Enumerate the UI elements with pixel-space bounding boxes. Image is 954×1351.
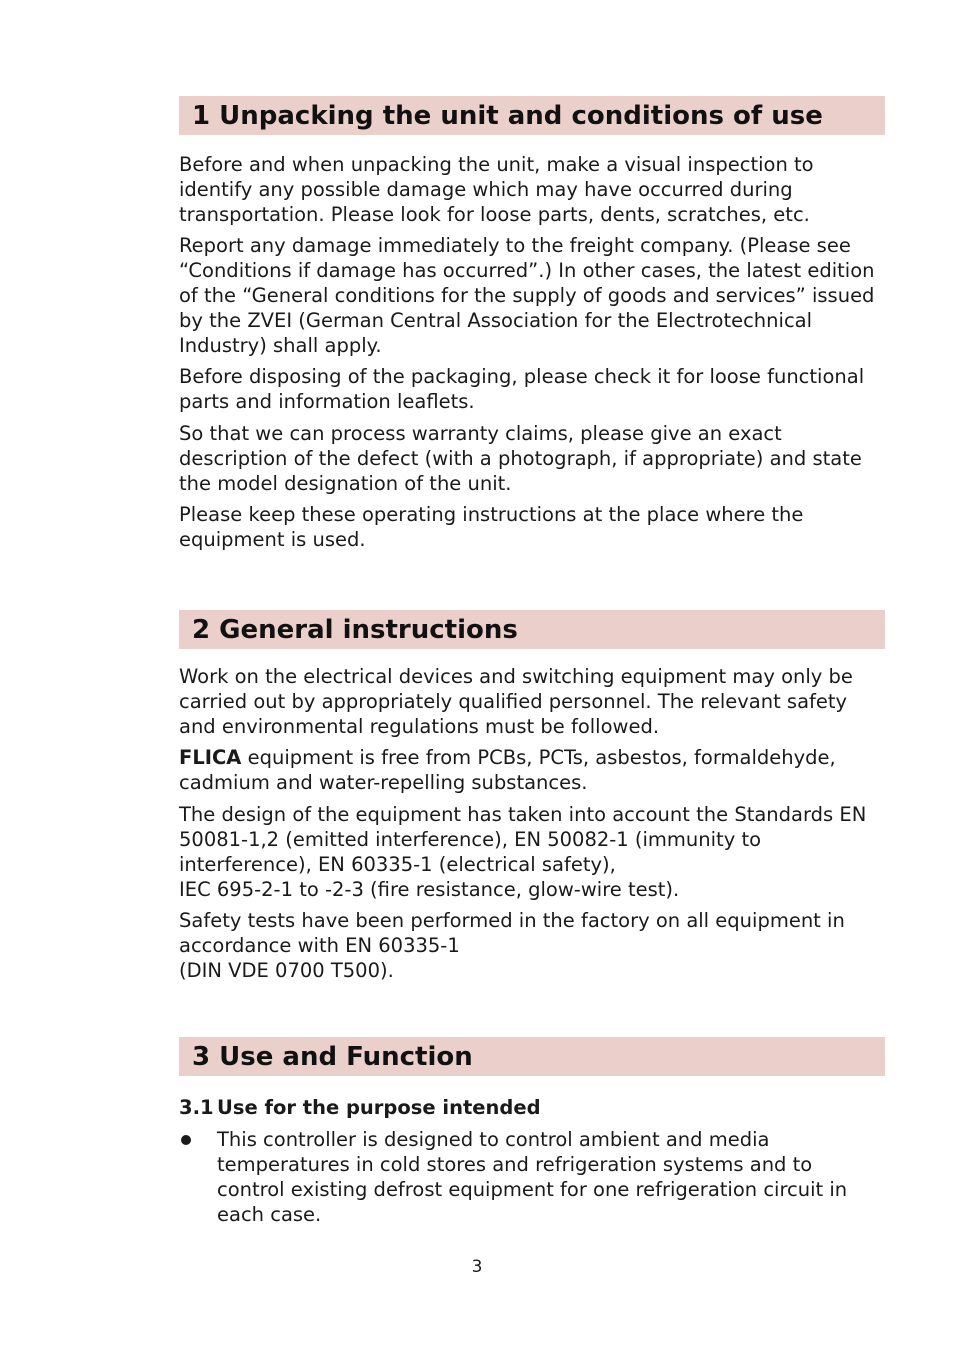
section-2-header [179,610,885,649]
section-2-paragraph-2 [179,745,885,795]
text-line: control existing defrost equipment for one refrigeration circuit in [217,1178,848,1201]
section-1-title: 1 Unpacking the unit and conditions of use [192,101,823,131]
text-line: Please keep these operating instructions at the place where the [179,503,804,526]
section-1-paragraph-2 [179,233,885,358]
text-line: 50081-1,2 (emitted interference), EN 50082-1 (immunity to [179,828,762,851]
page-number: 3 [471,1257,483,1277]
text-line: description of the defect (with a photograph, if appropriate) and state [179,447,862,470]
section-1-paragraph-5 [179,502,885,552]
section-2-paragraph-4 [179,908,885,983]
text-line: Before and when unpacking the unit, make a visual inspection to [179,153,814,176]
text-line: carried out by appropriately qualified personnel. The relevant safety [179,690,848,713]
text-line: and environmental regulations must be followed. [179,715,660,738]
bullet-icon [181,1135,191,1145]
text-line: Work on the electrical devices and switching equipment may only be [179,665,853,688]
text-line: Before disposing of the packaging, please check it for loose functional [179,365,865,388]
subsection-3-1-heading [179,1094,541,1122]
text-line: “Conditions if damage has occurred”.) In other cases, the latest edition [179,259,875,282]
text-line: by the ZVEI (German Central Association for the Electrotechnical [179,309,813,332]
text-line: So that we can process warranty claims, please give an exact [179,422,782,445]
section-2-title: 2 General instructions [192,615,518,645]
text-line: accordance with EN 60335-1 [179,934,460,957]
text-line: Industry) shall apply. [179,334,382,357]
text-line: This controller is designed to control ambient and media [217,1128,770,1151]
brand-name: FLICA [179,746,242,769]
text-line [179,745,885,770]
subsection-number: 3.1 [179,1096,214,1119]
list-item-text [217,1127,847,1227]
text-line: equipment is used. [179,528,366,551]
text-line: Report any damage immediately to the freight company. (Please see [179,234,851,257]
text-line: the model designation of the unit. [179,472,512,495]
text-line: each case. [217,1203,322,1226]
section-2-paragraph-3 [179,802,885,902]
text-line: identify any possible damage which may have occurred during [179,178,793,201]
text-line: of the “General conditions for the supply of goods and services” issued [179,284,875,307]
text-line: The design of the equipment has taken into account the Standards EN [179,803,867,826]
section-3-title: 3 Use and Function [192,1042,473,1072]
section-1-paragraph-1 [179,152,885,227]
text-line: Safety tests have been performed in the factory on all equipment in [179,909,845,932]
section-2-paragraph-1 [179,664,885,739]
section-1-paragraph-3 [179,364,885,414]
section-1-header [179,96,885,135]
section-1-paragraph-4 [179,421,885,496]
text-line: cadmium and water-repelling substances. [179,771,588,794]
text-line: parts and information leaflets. [179,390,475,413]
section-3-header [179,1037,885,1076]
text-line: IEC 695-2-1 to -2-3 (fire resistance, glow-wire test). [179,878,680,901]
text-fragment: equipment is free from PCBs, PCTs, asbestos, formaldehyde, [241,746,836,769]
text-line: temperatures in cold stores and refrigeration systems and to [217,1153,813,1176]
subsection-title: Use for the purpose intended [217,1096,541,1119]
text-line: transportation. Please look for loose parts, dents, scratches, etc. [179,203,810,226]
text-line: (DIN VDE 0700 T500). [179,959,394,982]
text-line: interference), EN 60335-1 (electrical safety), [179,853,616,876]
